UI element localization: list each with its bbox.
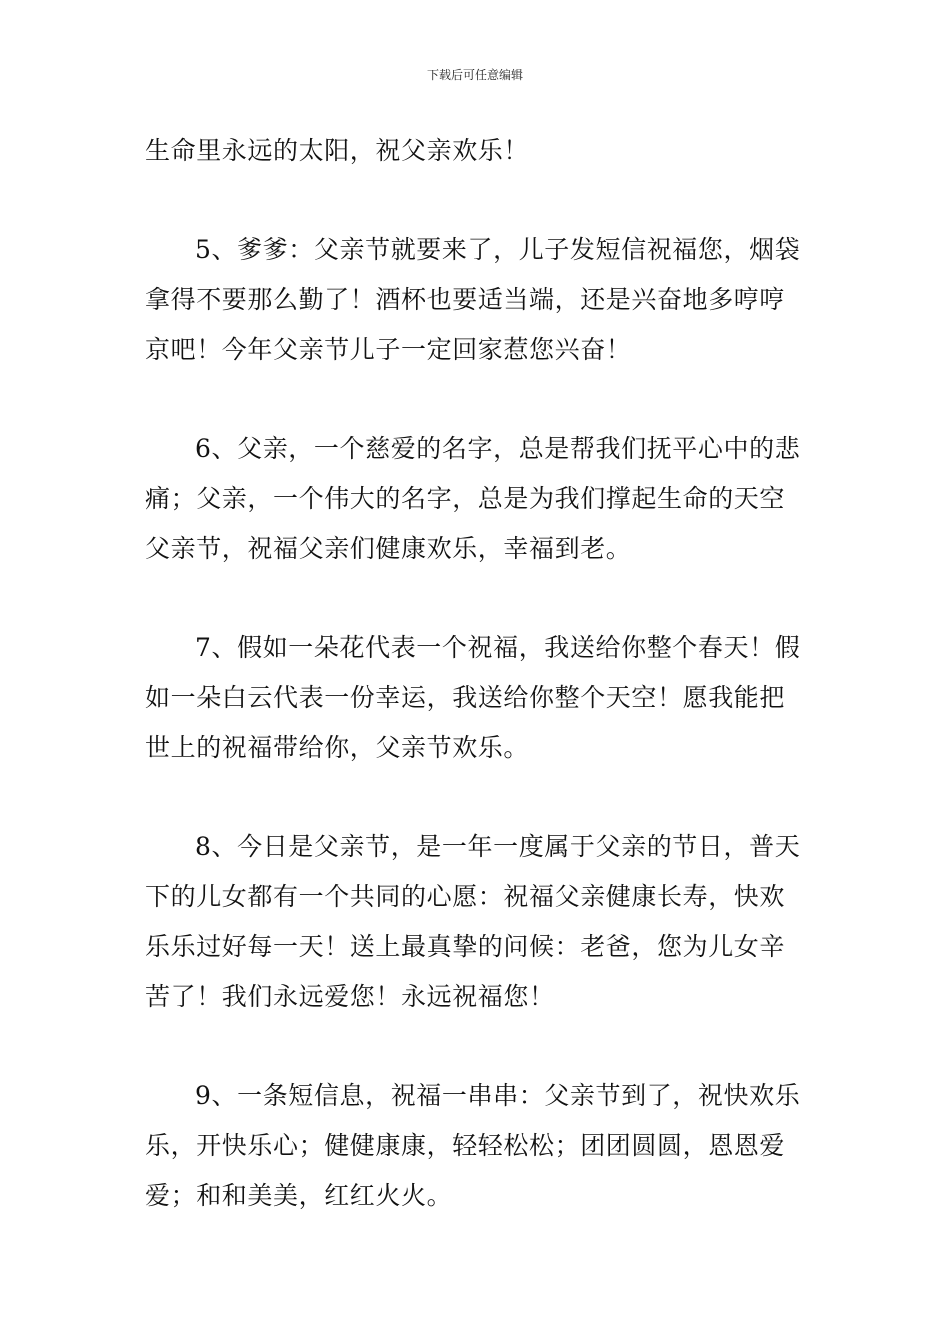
document-body xyxy=(145,126,809,1270)
paragraph-continuation: 生命里永远的太阳，祝父亲欢乐！ xyxy=(145,136,530,165)
page-header: 下载后可任意编辑 xyxy=(426,68,523,82)
paragraph-item-5: 5、爹爹：父亲节就要来了，儿子发短信祝福您，烟袋拿得不要那么勤了！酒杯也要适当端，还是兴奋地多哼哼京吧！今年父亲节儿子一定回家惹您兴奋！ xyxy=(145,235,801,364)
paragraph-item-6: 6、父亲，一个慈爱的名字，总是帮我们抚平心中的悲痛；父亲，一个伟大的名字，总是为我们撑起生命的天空父亲节，祝福父亲们健康欢乐，幸福到老。 xyxy=(145,434,801,563)
paragraph-item-7: 7、假如一朵花代表一个祝福，我送给你整个春天！假如一朵白云代表一份幸运，我送给你整个天空！愿我能把世上的祝福带给你，父亲节欢乐。 xyxy=(145,633,801,762)
paragraph-item-8: 8、今日是父亲节，是一年一度属于父亲的节日，普天下的儿女都有一个共同的心愿：祝福父亲健康长寿，快欢乐乐过好每一天！送上最真挚的问候：老爸，您为儿女辛苦了！我们永远爱您！永远祝福您！ xyxy=(145,832,801,1011)
paragraph-item-9: 9、一条短信息，祝福一串串：父亲节到了，祝快欢乐乐，开快乐心；健健康康，轻轻松松；团团圆圆，恩恩爱爱；和和美美，红红火火。 xyxy=(145,1081,801,1210)
